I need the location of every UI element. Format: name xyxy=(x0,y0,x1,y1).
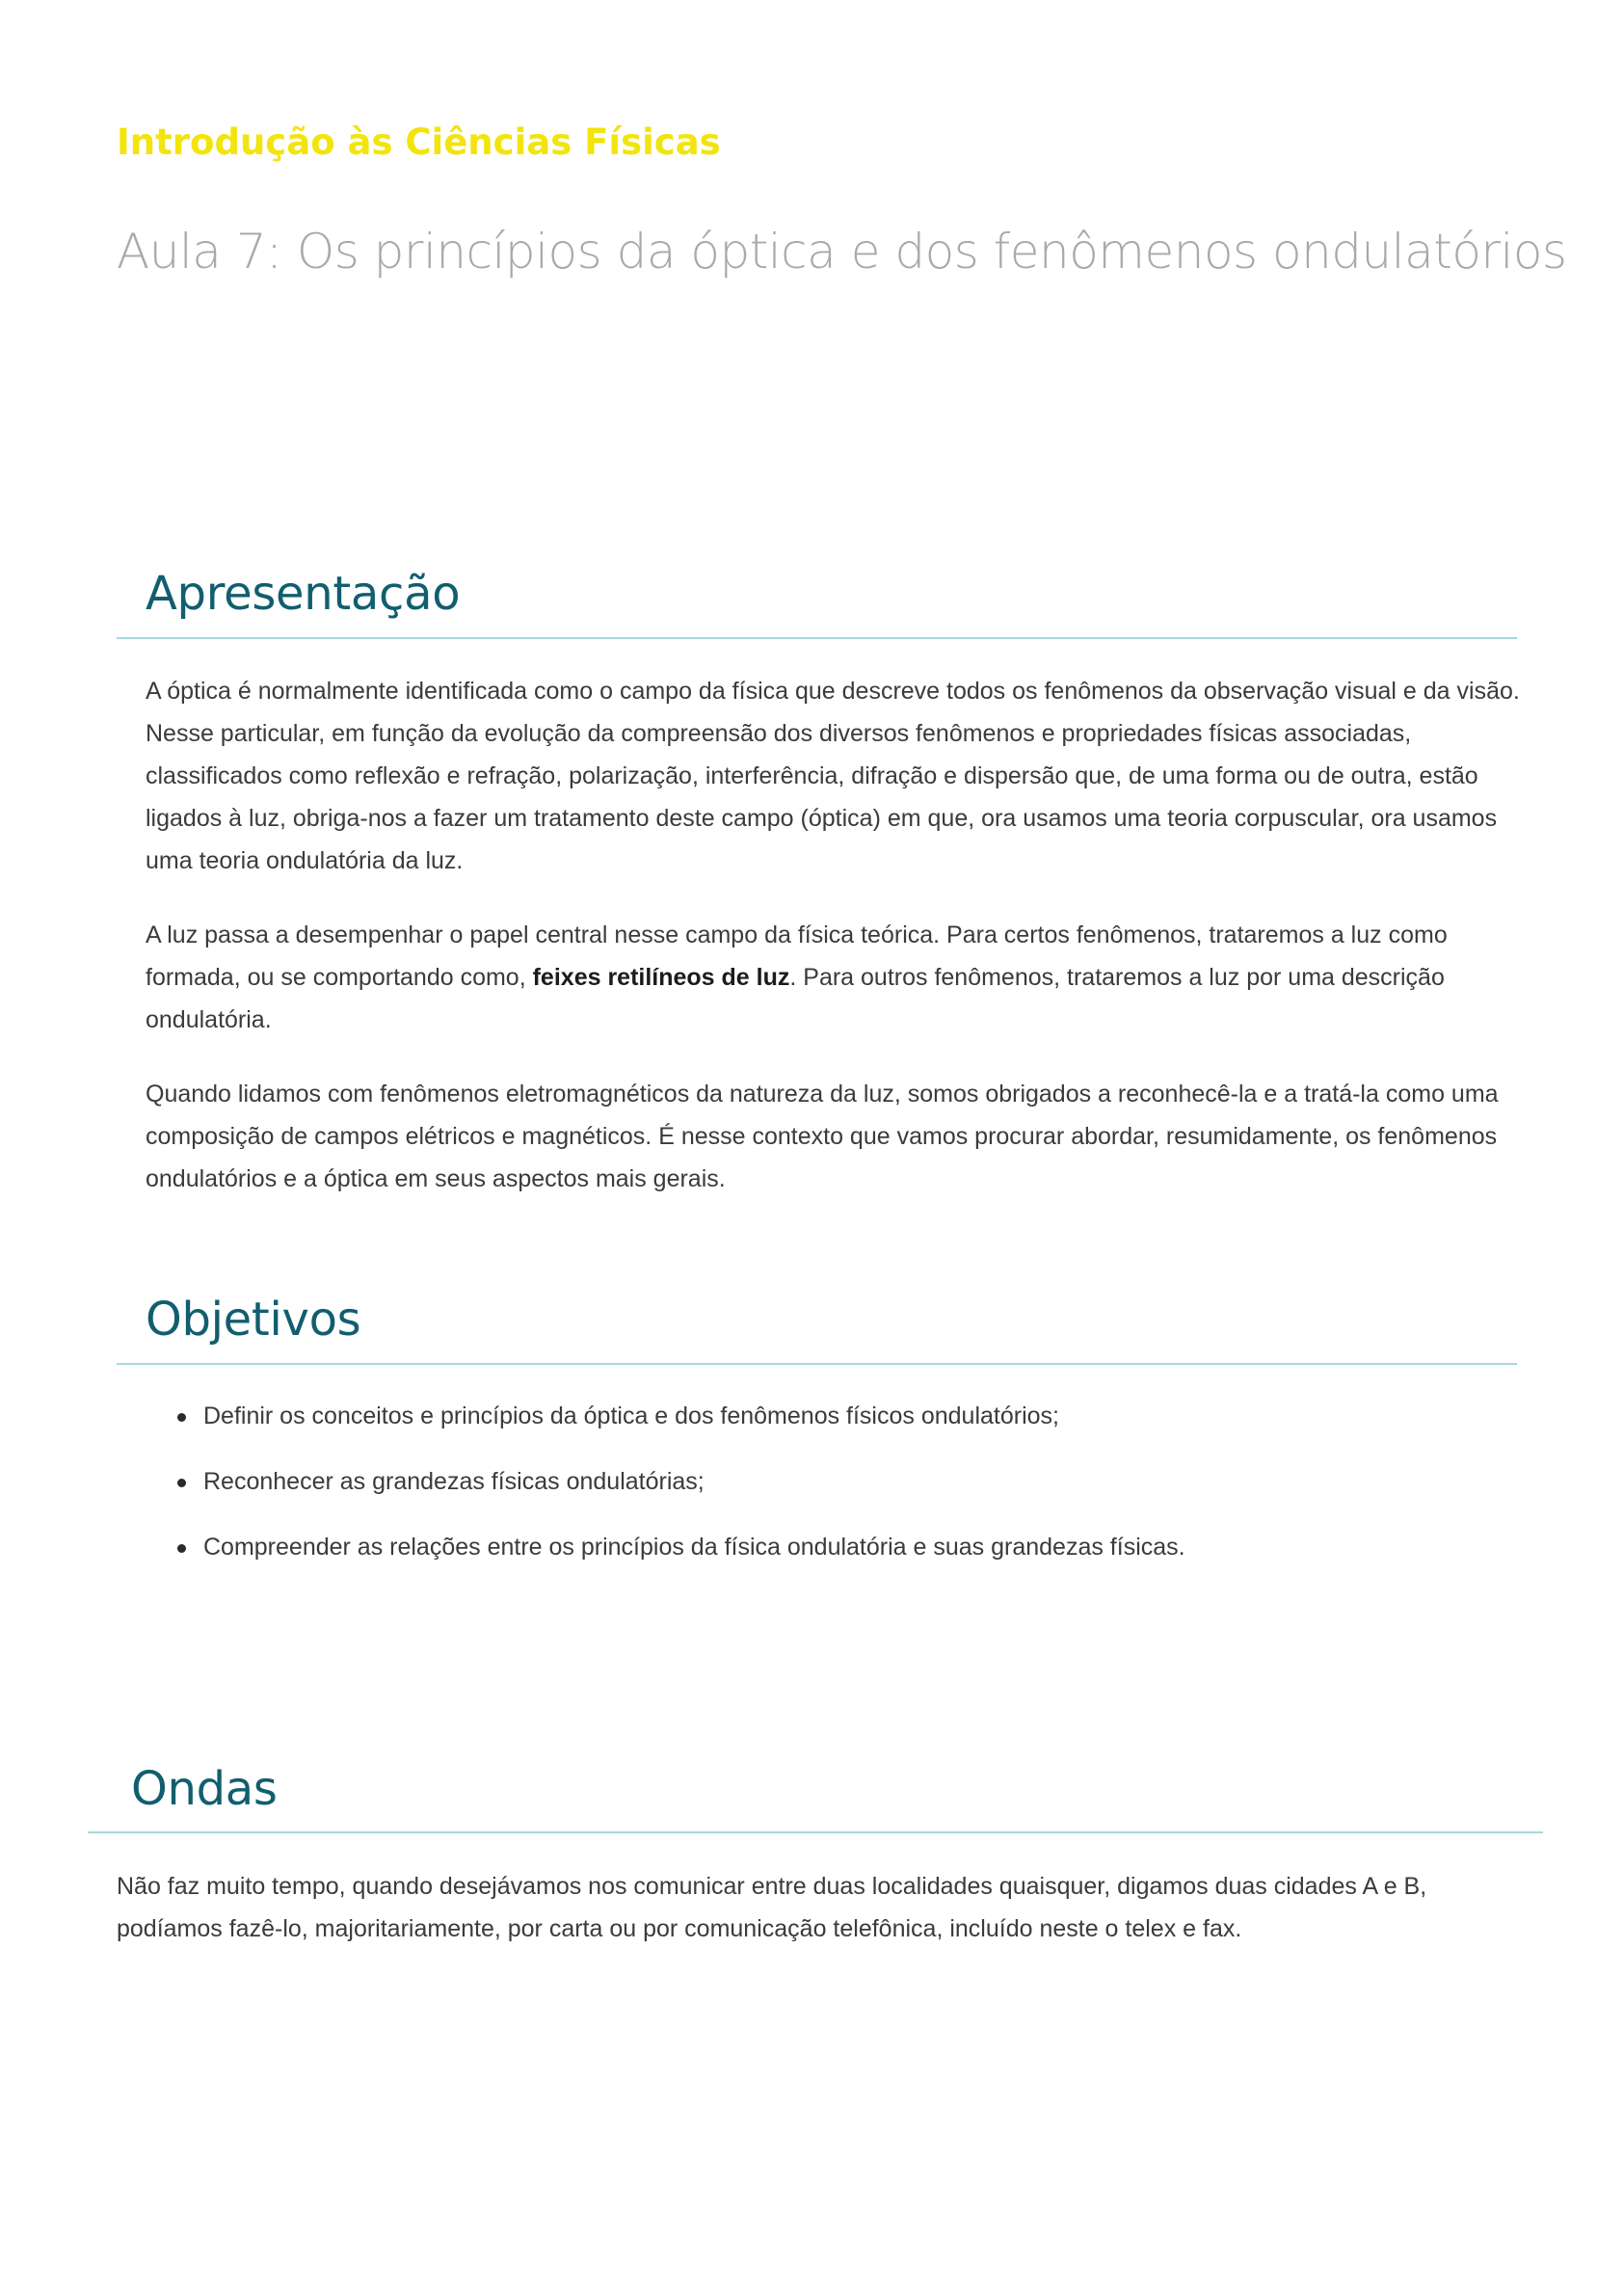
paragraph: Quando lidamos com fenômenos eletromagnéticos da natureza da luz, somos obrigados a reconhecê-la e a tratá-la como uma composição de campos elétricos e magnéticos. É nesse contexto que vamos procurar abordar, resumidamente, os fenômenos ondulatórios e a óptica em seus aspectos mais gerais. xyxy=(146,1081,1499,1192)
list-item xyxy=(146,1395,1514,1437)
list-item-text: Definir os conceitos e princípios da óptica e dos fenômenos físicos ondulatórios; xyxy=(203,1402,1059,1429)
list-item-text: Compreender as relações entre os princípios da física ondulatória e suas grandezas físicas. xyxy=(203,1534,1185,1561)
bullet-icon xyxy=(177,1413,186,1422)
list-item xyxy=(146,1526,1514,1568)
paragraph: A óptica é normalmente identificada como o campo da física que descreve todos os fenômenos da observação visual e da visão. Nesse particular, em função da evolução da compreensão dos diversos fenômenos e propriedades físicas associadas, classificados como reflexão e refração, polarização, interferência, difração e dispersão que, de uma forma ou de outra, estão ligados à luz, obriga-nos a fazer um tratamento deste campo (óptica) em que, ora usamos uma teoria corpuscular, ora usamos uma teoria ondulatória da luz. xyxy=(146,678,1520,874)
list-item xyxy=(146,1460,1514,1503)
objetivos-list xyxy=(146,1395,1514,1591)
section-divider xyxy=(117,1363,1517,1365)
course-title: Introdução às Ciências Físicas xyxy=(117,121,721,163)
paragraph-text: A luz passa a desempenhar o papel central nesse campo da física teórica. Para certos fenômenos, trataremos a luz como formada, ou se comportando como, xyxy=(146,921,1448,991)
bold-phrase: feixes retilíneos de luz xyxy=(532,964,790,991)
bullet-icon xyxy=(177,1479,186,1487)
paragraph xyxy=(146,914,1524,1041)
section-heading-objetivos: Objetivos xyxy=(146,1293,361,1347)
section-divider xyxy=(117,637,1517,639)
section-divider xyxy=(88,1831,1543,1833)
ondas-body xyxy=(117,1865,1524,1950)
paragraph: Não faz muito tempo, quando desejávamos nos comunicar entre duas localidades quaisquer, digamos duas cidades A e B, podíamos fazê-lo, majoritariamente, por carta ou por comunicação telefônica, incluído neste o telex e fax. xyxy=(117,1873,1427,1942)
paragraph-text: . Para outros fenômenos, trataremos a luz por uma descrição ondulatória. xyxy=(146,964,1445,1033)
apresentacao-body xyxy=(146,670,1524,1232)
bullet-icon xyxy=(177,1544,186,1553)
list-item-text: Reconhecer as grandezas físicas ondulatórias; xyxy=(203,1468,705,1495)
section-heading-ondas: Ondas xyxy=(131,1762,278,1816)
lesson-title: Aula 7: Os princípios da óptica e dos fenômenos ondulatórios xyxy=(117,224,1567,280)
section-heading-apresentacao: Apresentação xyxy=(146,567,461,621)
